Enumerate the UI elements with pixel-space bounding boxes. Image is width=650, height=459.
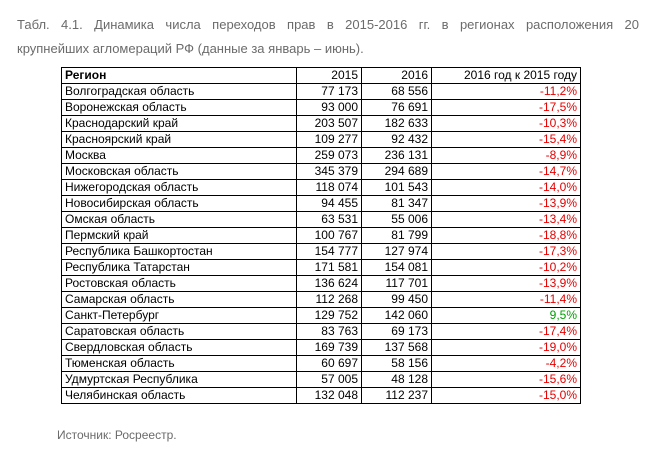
cell-2016: 55 006 (362, 212, 432, 228)
cell-2016: 99 450 (362, 292, 432, 308)
header-region: Регион (62, 68, 297, 84)
cell-2016: 101 543 (362, 180, 432, 196)
cell-region: Нижегородская область (62, 180, 297, 196)
cell-2016: 154 081 (362, 260, 432, 276)
table-row (62, 84, 581, 100)
cell-region: Свердловская область (62, 340, 297, 356)
table-row (62, 116, 581, 132)
cell-region: Воронежская область (62, 100, 297, 116)
source-note: Источник: Росреестр. (57, 428, 177, 442)
cell-region: Самарская область (62, 292, 297, 308)
cell-ratio: -10,2% (432, 260, 581, 276)
table-body (62, 84, 581, 404)
table-row (62, 324, 581, 340)
cell-ratio: -8,9% (432, 148, 581, 164)
data-table (61, 67, 581, 404)
cell-2015: 63 531 (297, 212, 362, 228)
cell-ratio: -15,4% (432, 132, 581, 148)
cell-2015: 345 379 (297, 164, 362, 180)
cell-2016: 92 432 (362, 132, 432, 148)
header-ratio: 2016 год к 2015 году (432, 68, 581, 84)
cell-ratio: -14,7% (432, 164, 581, 180)
cell-region: Москва (62, 148, 297, 164)
cell-region: Новосибирская область (62, 196, 297, 212)
cell-region: Челябинская область (62, 388, 297, 404)
cell-2016: 117 701 (362, 276, 432, 292)
cell-2016: 69 173 (362, 324, 432, 340)
cell-2016: 81 347 (362, 196, 432, 212)
cell-2016: 76 691 (362, 100, 432, 116)
table-row (62, 244, 581, 260)
table-row (62, 260, 581, 276)
cell-2016: 137 568 (362, 340, 432, 356)
caption-line-2: крупнейших агломераций РФ (данные за январь – июнь). (17, 41, 364, 56)
table-row (62, 212, 581, 228)
table-row (62, 276, 581, 292)
cell-2016: 294 689 (362, 164, 432, 180)
cell-2015: 259 073 (297, 148, 362, 164)
cell-region: Тюменская область (62, 356, 297, 372)
cell-2015: 57 005 (297, 372, 362, 388)
cell-ratio: -15,6% (432, 372, 581, 388)
cell-2016: 142 060 (362, 308, 432, 324)
header-2016: 2016 (362, 68, 432, 84)
table-row (62, 132, 581, 148)
cell-2015: 171 581 (297, 260, 362, 276)
cell-region: Республика Башкортостан (62, 244, 297, 260)
cell-ratio: -10,3% (432, 116, 581, 132)
cell-ratio: -13,9% (432, 196, 581, 212)
cell-2016: 81 799 (362, 228, 432, 244)
cell-ratio: -4,2% (432, 356, 581, 372)
cell-2015: 154 777 (297, 244, 362, 260)
table-row (62, 340, 581, 356)
cell-ratio: -19,0% (432, 340, 581, 356)
cell-ratio: -17,5% (432, 100, 581, 116)
cell-ratio: -18,8% (432, 228, 581, 244)
cell-2015: 169 739 (297, 340, 362, 356)
cell-ratio: 9,5% (432, 308, 581, 324)
cell-region: Санкт-Петербург (62, 308, 297, 324)
cell-2015: 203 507 (297, 116, 362, 132)
cell-ratio: -14,0% (432, 180, 581, 196)
cell-2015: 77 173 (297, 84, 362, 100)
cell-ratio: -11,2% (432, 84, 581, 100)
cell-ratio: -13,9% (432, 276, 581, 292)
cell-2016: 127 974 (362, 244, 432, 260)
cell-2015: 136 624 (297, 276, 362, 292)
cell-2015: 132 048 (297, 388, 362, 404)
cell-region: Пермский край (62, 228, 297, 244)
table-row (62, 308, 581, 324)
cell-2016: 236 131 (362, 148, 432, 164)
cell-ratio: -15,0% (432, 388, 581, 404)
cell-2016: 112 237 (362, 388, 432, 404)
cell-2015: 118 074 (297, 180, 362, 196)
cell-ratio: -17,3% (432, 244, 581, 260)
table-row (62, 292, 581, 308)
cell-2015: 109 277 (297, 132, 362, 148)
cell-region: Ростовская область (62, 276, 297, 292)
cell-region: Саратовская область (62, 324, 297, 340)
cell-region: Удмуртская Республика (62, 372, 297, 388)
table-row (62, 100, 581, 116)
table-row (62, 148, 581, 164)
cell-2016: 68 556 (362, 84, 432, 100)
cell-2015: 60 697 (297, 356, 362, 372)
header-2015: 2015 (297, 68, 362, 84)
cell-region: Краснодарский край (62, 116, 297, 132)
caption-line-1: Табл. 4.1. Динамика числа переходов прав в 2015-2016 гг. в регионах расположения 20 (17, 17, 639, 32)
cell-ratio: -11,4% (432, 292, 581, 308)
cell-2015: 93 000 (297, 100, 362, 116)
table-header-row (62, 68, 581, 84)
cell-2016: 58 156 (362, 356, 432, 372)
table-row (62, 196, 581, 212)
table-row (62, 372, 581, 388)
cell-ratio: -17,4% (432, 324, 581, 340)
table-row (62, 388, 581, 404)
cell-2016: 182 633 (362, 116, 432, 132)
cell-2015: 100 767 (297, 228, 362, 244)
cell-region: Омская область (62, 212, 297, 228)
table-row (62, 228, 581, 244)
cell-region: Волгоградская область (62, 84, 297, 100)
cell-region: Московская область (62, 164, 297, 180)
cell-region: Республика Татарстан (62, 260, 297, 276)
table-row (62, 180, 581, 196)
cell-region: Красноярский край (62, 132, 297, 148)
table-caption (17, 13, 639, 61)
cell-2015: 94 455 (297, 196, 362, 212)
cell-2015: 112 268 (297, 292, 362, 308)
table-row (62, 164, 581, 180)
table-row (62, 356, 581, 372)
cell-2015: 129 752 (297, 308, 362, 324)
cell-2015: 83 763 (297, 324, 362, 340)
cell-2016: 48 128 (362, 372, 432, 388)
cell-ratio: -13,4% (432, 212, 581, 228)
